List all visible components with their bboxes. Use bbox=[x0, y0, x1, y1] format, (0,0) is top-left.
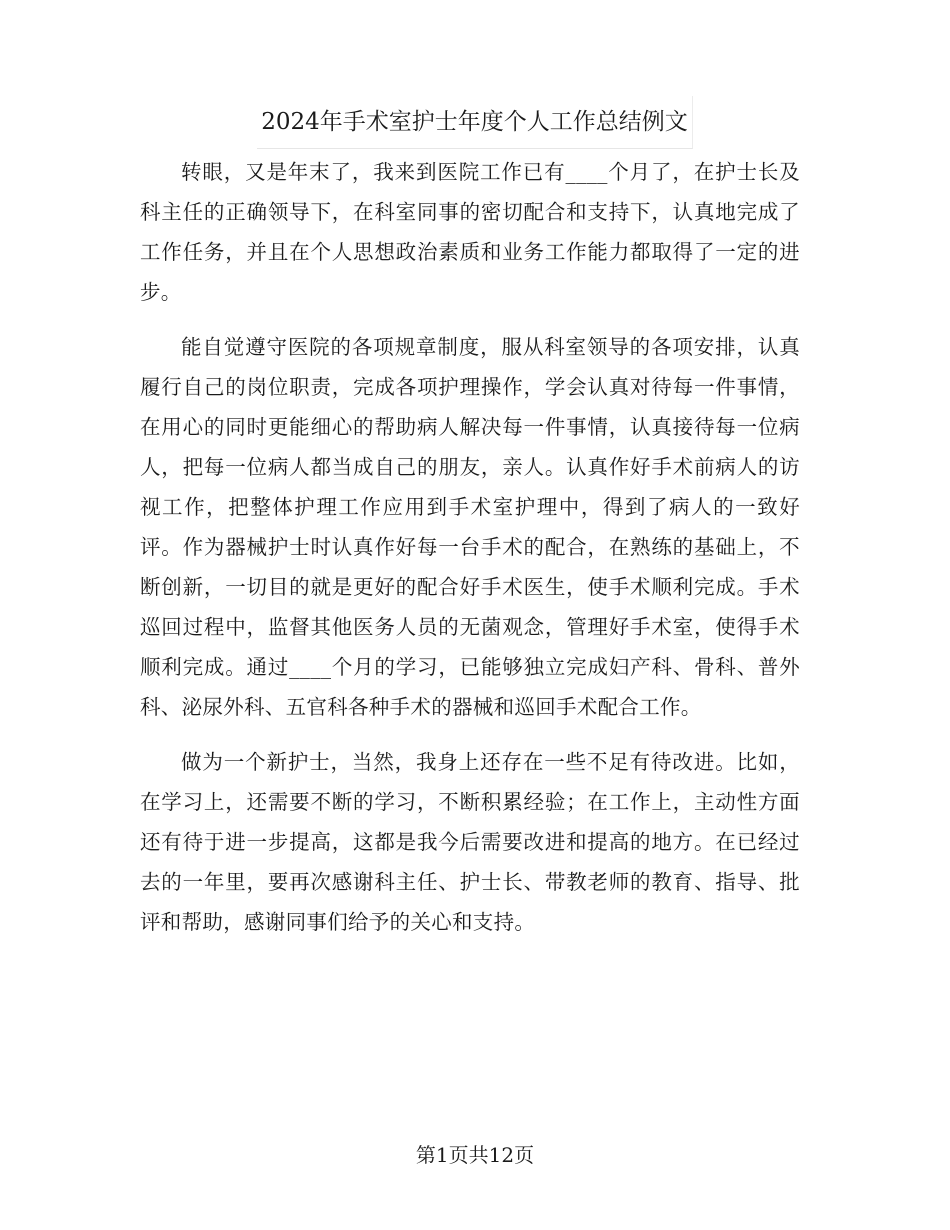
document-body bbox=[140, 152, 800, 957]
title-container bbox=[0, 96, 950, 149]
paragraph-2: 能自觉遵守医院的各项规章制度，服从科室领导的各项安排，认真履行自己的岗位职责，完成各项护理操作，学会认真对待每一件事情，在用心的同时更能细心的帮助病人解决每一件事情，认真接待每一位病人，把每一位病人都当成自己的朋友，亲人。认真作好手术前病人的访视工作，把整体护理工作应用到手术室护理中，得到了病人的一致好评。作为器械护士时认真作好每一台手术的配合，在熟练的基础上，不断创新，一切目的就是更好的配合好手术医生，使手术顺利完成。手术巡回过程中，监督其他医务人员的无菌观念，管理好手术室，使得手术顺利完成。通过____个月的学习，已能够独立完成妇产科、骨科、普外科、泌尿外科、五官科各种手术的器械和巡回手术配合工作。 bbox=[140, 335, 800, 719]
paragraph-1: 转眼，又是年末了，我来到医院工作已有____个月了，在护士长及科主任的正确领导下，在科室同事的密切配合和支持下，认真地完成了工作任务，并且在个人思想政治素质和业务工作能力都取得了一定的进步。 bbox=[140, 160, 800, 304]
paragraph-3: 做为一个新护士，当然，我身上还存在一些不足有待改进。比如，在学习上，还需要不断的学习，不断积累经验；在工作上，主动性方面还有待于进一步提高，这都是我今后需要改进和提高的地方。在已经过去的一年里，要再次感谢科主任、护士长、带教老师的教育、指导、批评和帮助，感谢同事们给予的关心和支持。 bbox=[140, 750, 800, 934]
page-number-footer: 第1页共12页 bbox=[415, 1143, 535, 1167]
document-title: 2024年手术室护士年度个人工作总结例文 bbox=[257, 96, 693, 149]
